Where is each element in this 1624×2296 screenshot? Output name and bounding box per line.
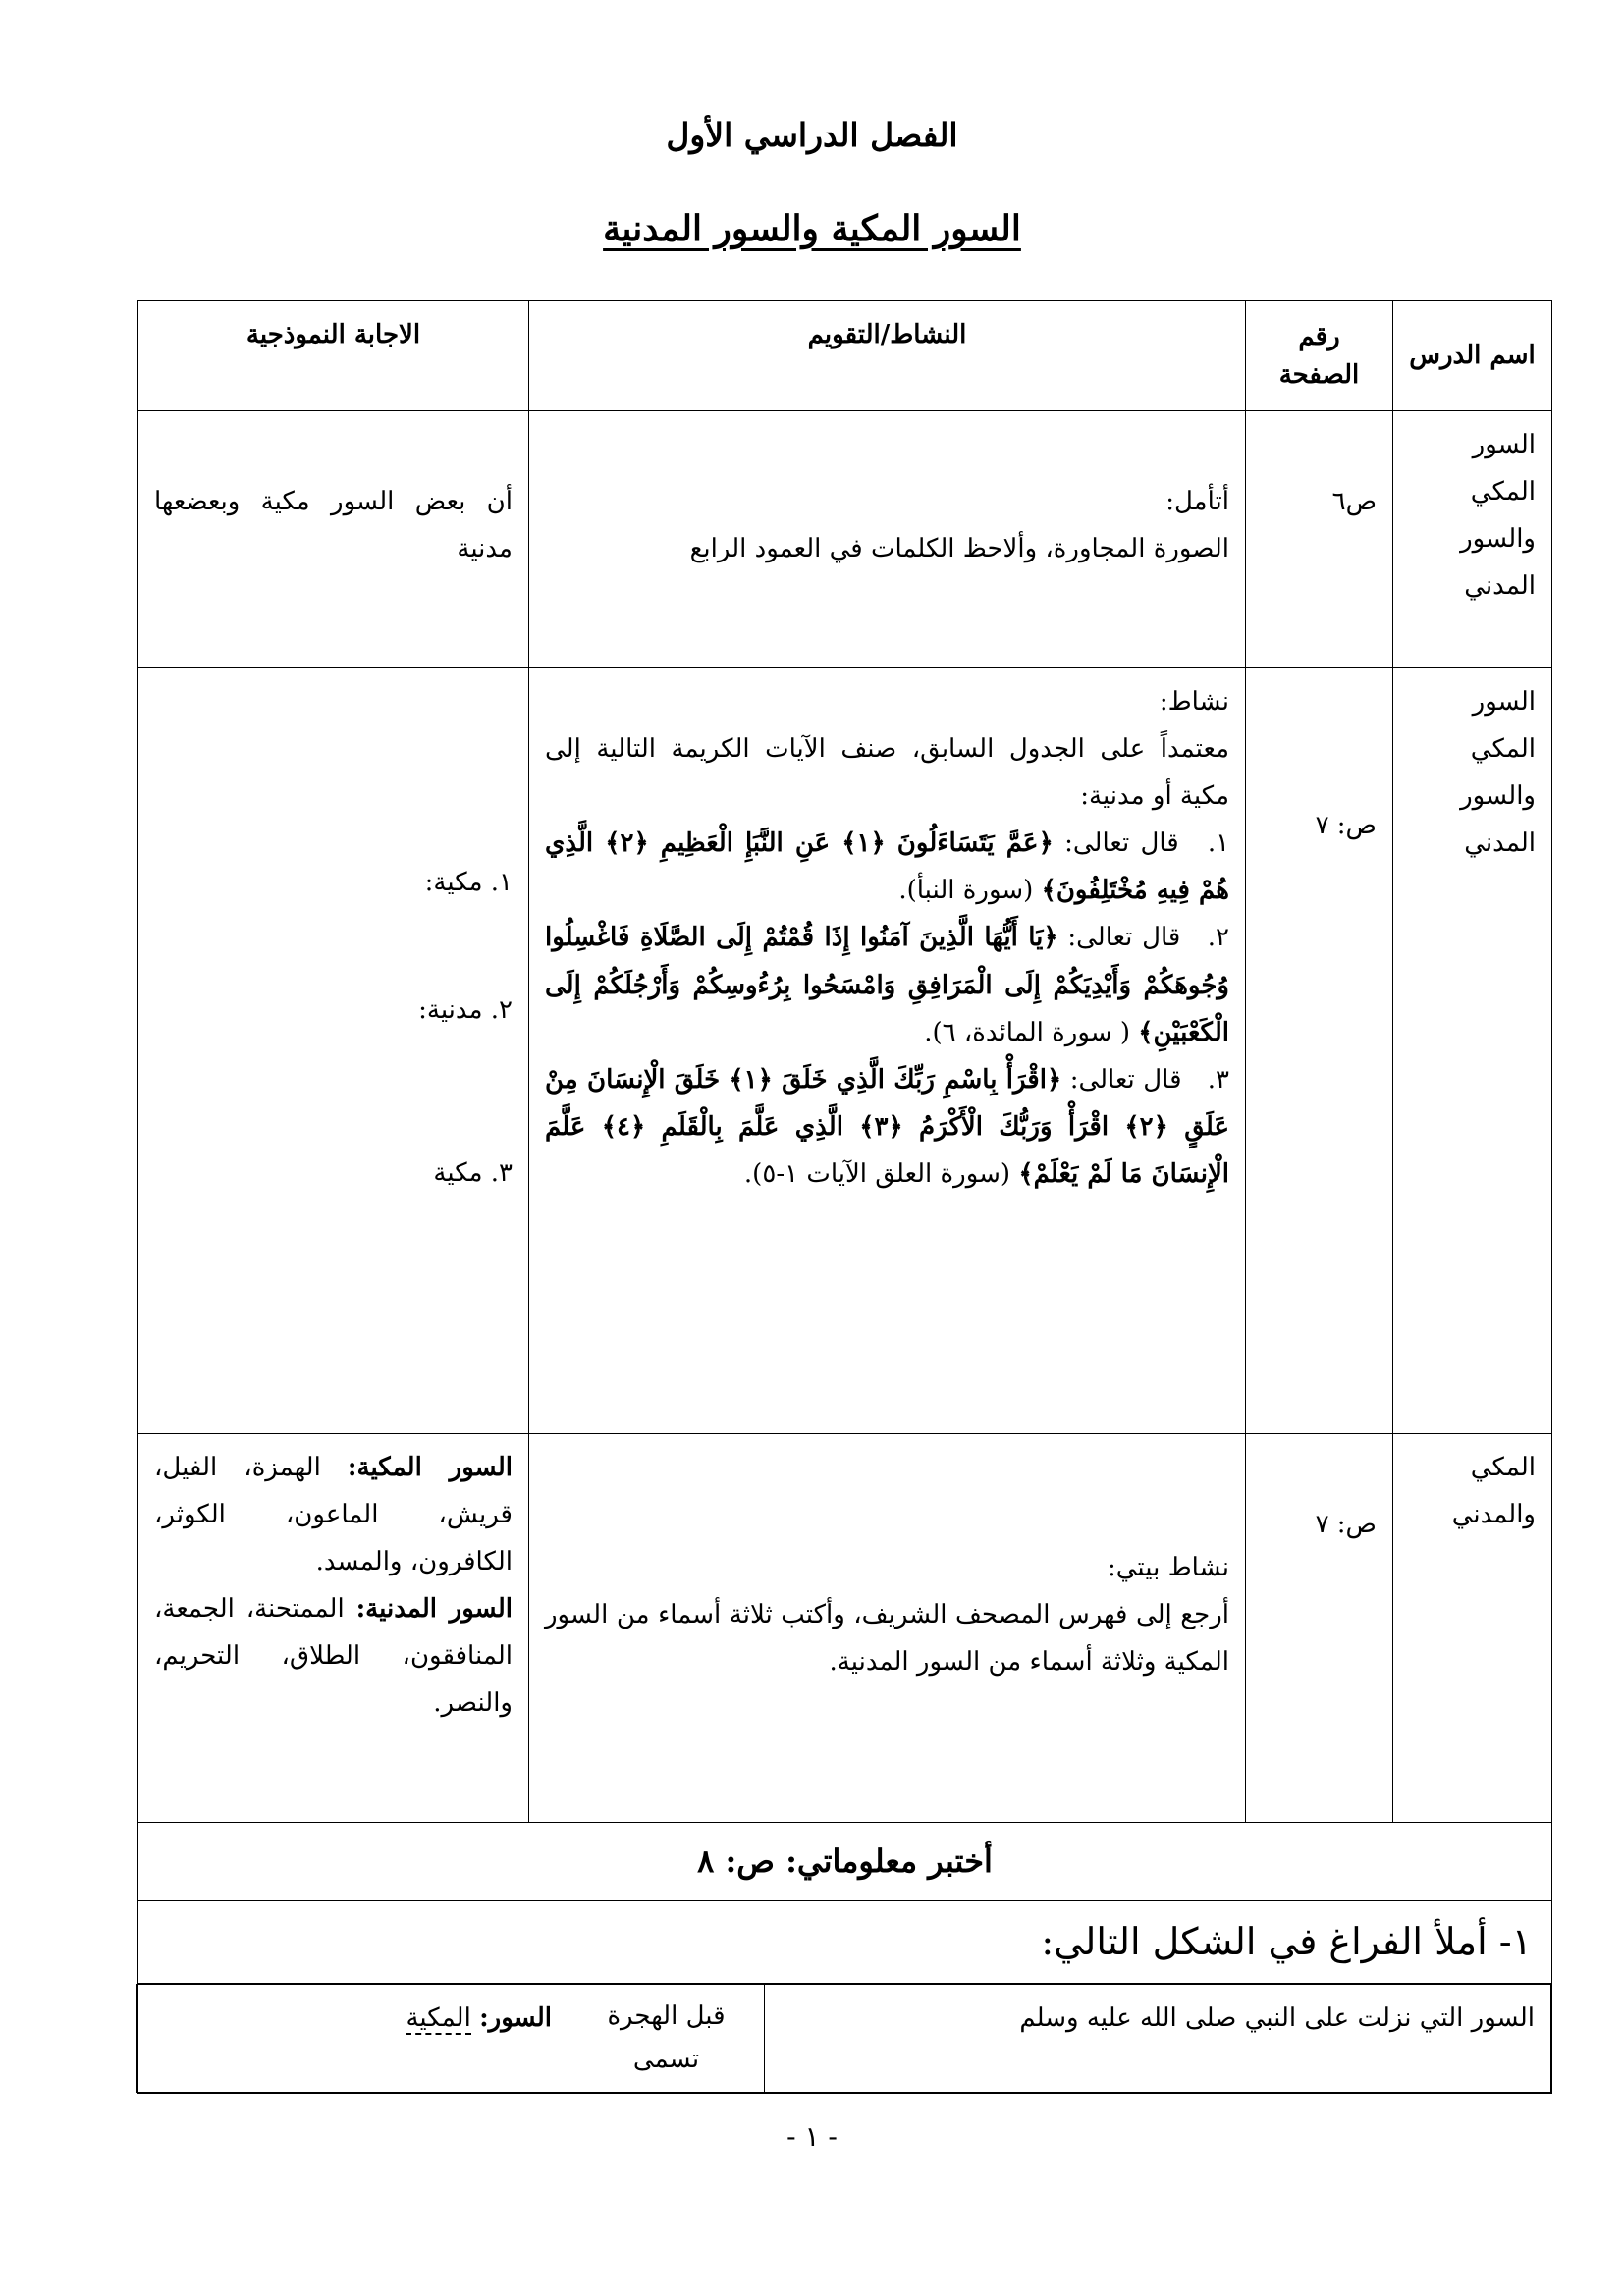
fill-answer <box>137 1985 568 2092</box>
verse-reference: ( سورة المائدة، ٦). <box>924 1017 1130 1047</box>
quiz-title: أختبر معلوماتي: ص: ٨ <box>138 1823 1552 1901</box>
row2-page: ص: ٧ <box>1246 668 1393 1434</box>
row2-activity-label: نشاط: <box>1159 687 1229 717</box>
fill-table <box>136 1984 1551 2092</box>
verse-text: ﴿عَمَّ يَتَسَاءَلُونَ ﴿١﴾ عَنِ النَّبَإِ الْعَظِيمِ ﴿٢﴾ الَّذِي هُمْ فِيهِ مُخْتَلِفُونَ﴾ <box>545 828 1229 906</box>
meccan-label: السور المكية: <box>347 1453 514 1482</box>
table-header-row <box>138 301 1552 411</box>
page-subtitle <box>0 208 1624 249</box>
verse-number: ٣. <box>1207 1064 1229 1095</box>
row2-activity-intro: معتمداً على الجدول السابق، صنف الآيات الكريمة التالية إلى مكية أو مدنية: <box>545 734 1229 812</box>
verse-reference: (سورة العلق الآيات ١-٥). <box>743 1158 1011 1189</box>
fill-title-row <box>138 1901 1552 1984</box>
header-page <box>1246 301 1393 411</box>
quiz-title-row <box>138 1823 1552 1901</box>
verse-prefix: قال تعالى: <box>1067 923 1181 953</box>
row1-activity-text: الصورة المجاورة، وألاحظ الكلمات في العمود الرابع <box>689 534 1229 564</box>
verse-item-3 <box>545 1056 1229 1198</box>
verse-number: ٢. <box>1207 923 1230 953</box>
header-lesson: اسم الدرس <box>1393 301 1552 411</box>
fill-content-row <box>138 1984 1552 2093</box>
row2-lesson: السور المكي والسور المدني <box>1393 668 1552 1434</box>
answer-3: ٣. مكية <box>433 1158 513 1189</box>
header-activity: النشاط/التقويم <box>529 301 1246 411</box>
verse-text: ﴿اقْرَأْ بِاسْمِ رَبِّكَ الَّذِي خَلَقَ ﴿١﴾ خَلَقَ الْإِنسَانَ مِنْ عَلَقٍ ﴿٢﴾ اقْرَأْ وَرَبُّكَ الْأَكْرَمُ ﴿٣﴾ الَّذِي عَلَّمَ بِالْقَلَمِ ﴿٤﴾ عَلَّمَ الْإِنسَانَ مَا لَمْ يَعْلَمْ﴾ <box>545 1064 1230 1189</box>
row3-answer <box>138 1434 529 1823</box>
fill-content <box>138 1984 1552 2093</box>
fill-statement: السور التي نزلت على النبي صلى الله عليه وسلم <box>765 1985 1551 2092</box>
row2-answers <box>138 668 529 1434</box>
medinan-list: الممتحنة، الجمعة، المنافقون، الطلاق، التحريم، والنصر. <box>154 1594 513 1719</box>
verse-item-1 <box>545 820 1229 914</box>
verse-prefix: قال تعالى: <box>1064 828 1179 859</box>
row1-lesson: السور المكي والسور المدني <box>1393 411 1552 668</box>
medinan-label: السور المدنية: <box>355 1594 513 1625</box>
subtitle-text: السور المكية والسور المدنية <box>603 208 1021 249</box>
verse-reference: (سورة النبأ). <box>898 876 1034 906</box>
row3-activity-text: أرجع إلى فهرس المصحف الشريف، وأكتب ثلاثة أسماء من السور المكية وثلاثة أسماء من السور المدنية. <box>545 1600 1229 1678</box>
row1-answer: أن بعض السور مكية وبعضعها مدنية <box>138 411 529 668</box>
row3-activity <box>529 1434 1246 1823</box>
table-row <box>138 411 1552 668</box>
header-page-text: رقم الصفحة <box>1278 321 1360 390</box>
fill-answer-label: السور: <box>479 2003 552 2034</box>
verse-item-2 <box>545 914 1229 1055</box>
lesson-table <box>137 300 1552 2094</box>
row3-page: ص: ٧ <box>1246 1434 1393 1823</box>
table-row <box>138 1434 1552 1823</box>
verse-prefix: قال تعالى: <box>1069 1064 1182 1095</box>
answer-1: ١. مكية: <box>424 868 513 897</box>
page-number: - ١ - <box>786 2120 838 2153</box>
fill-title: ١- أملأ الفراغ في الشكل التالي: <box>138 1901 1552 1984</box>
row2-activity <box>529 668 1246 1434</box>
fill-middle: قبل الهجرة تسمى <box>568 1985 765 2092</box>
verse-text: ﴿يَا أَيُّهَا الَّذِينَ آمَنُوا إِذَا قُمْتُمْ إِلَى الصَّلَاةِ فَاغْسِلُوا وُجُوهَكُمْ وَأَيْدِيَكُمْ إِلَى الْمَرَافِقِ وَامْسَحُوا بِرُءُوسِكُمْ وَأَرْجُلَكُمْ إِلَى الْكَعْبَيْنِ﴾ <box>545 923 1229 1047</box>
row1-page: ص٦ <box>1246 411 1393 668</box>
fill-answer-value: المكية <box>406 2003 471 2034</box>
row3-activity-label: نشاط بيتي: <box>1107 1553 1229 1582</box>
page-title: الفصل الدراسي الأول <box>666 116 958 154</box>
table-row <box>138 668 1552 1434</box>
header-answer: الاجابة النموذجية <box>138 301 529 411</box>
row1-activity-label: أتأمل: <box>1165 487 1229 516</box>
verse-number: ١. <box>1207 828 1230 859</box>
meccan-list: الهمزة، الفيل، قريش، الماعون، الكوثر، الكافرون، والمسد. <box>154 1453 513 1577</box>
row1-activity <box>529 411 1246 668</box>
answer-2: ٢. مدنية: <box>418 995 513 1026</box>
row3-lesson: المكي والمدني <box>1393 1434 1552 1823</box>
